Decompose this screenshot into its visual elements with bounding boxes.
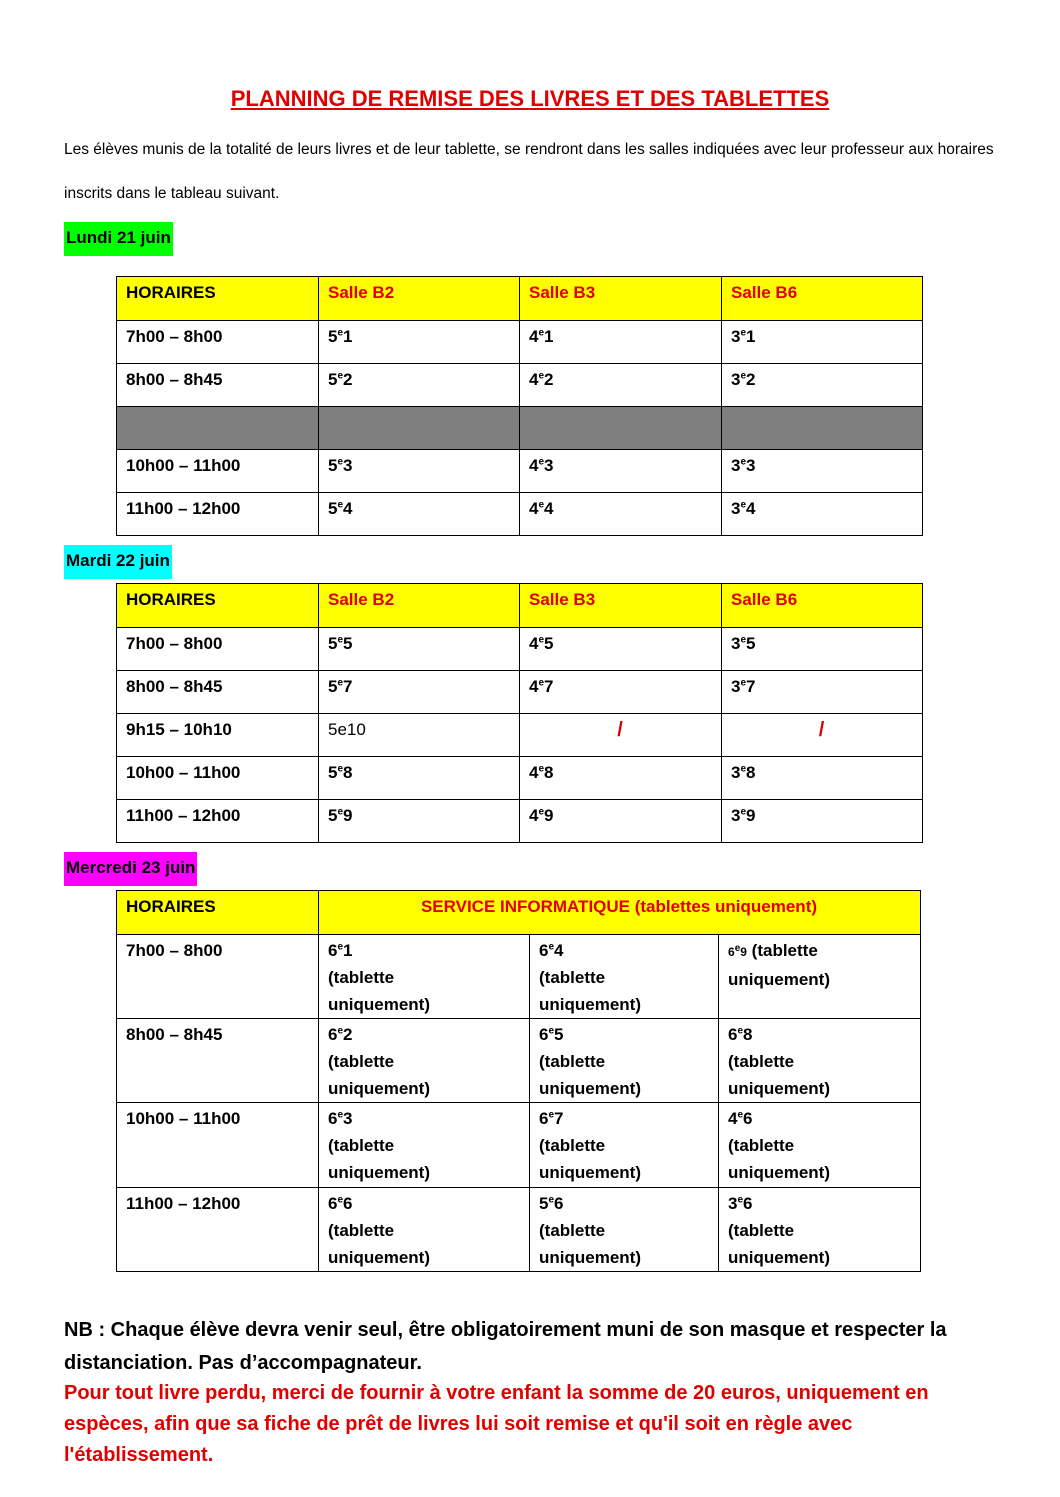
suffix-text: uniquement): [728, 1248, 830, 1267]
class-cell: [319, 1188, 530, 1272]
class-cell: 5e3: [319, 450, 520, 493]
class-cell: 3e8: [722, 757, 923, 800]
superscript-e: e: [337, 499, 344, 511]
class-cell: 4e8: [520, 757, 722, 800]
class-cell: [319, 407, 520, 450]
suffix-text: uniquement): [328, 1248, 430, 1267]
superscript-e: e: [337, 941, 344, 953]
superscript-e: e: [737, 1025, 744, 1037]
class-cell: 5e9: [319, 800, 520, 843]
superscript-e: e: [337, 370, 344, 382]
class-cell: 5e4: [319, 493, 520, 536]
class-code: 6e3: [328, 1109, 353, 1128]
class-code: 6e5: [539, 1025, 564, 1044]
table-row: [117, 757, 923, 800]
time-cell: 10h00 – 11h00: [117, 757, 319, 800]
superscript-e: e: [740, 806, 747, 818]
class-code: 6e2: [328, 1025, 353, 1044]
class-cell: 3e2: [722, 364, 923, 407]
superscript-e: e: [337, 1194, 344, 1206]
day-label-lundi: Lundi 21 juin: [64, 222, 173, 256]
suffix-text: uniquement): [539, 995, 641, 1014]
class-cell: 4e4: [520, 493, 722, 536]
superscript-e: e: [740, 763, 747, 775]
class-cell: [319, 935, 530, 1019]
class-cell: [722, 407, 923, 450]
class-cell: [319, 1019, 530, 1103]
suffix-text: uniquement): [328, 1163, 430, 1182]
header-cell-service: SERVICE INFORMATIQUE (tablettes uniquement): [319, 891, 921, 935]
class-cell: 3e9: [722, 800, 923, 843]
suffix-text: (tablette: [539, 1221, 606, 1240]
class-cell: 5e2: [319, 364, 520, 407]
class-code: 6e8: [728, 1025, 753, 1044]
schedule-table-mercredi: [116, 890, 921, 1272]
suffix-text: (tablette: [328, 968, 395, 987]
superscript-e: e: [538, 456, 545, 468]
class-code: 3e6: [728, 1194, 753, 1213]
superscript-e: e: [740, 456, 747, 468]
suffix-text: uniquement): [728, 970, 830, 989]
class-cell: 4e1: [520, 321, 722, 364]
superscript-e: e: [337, 456, 344, 468]
table-header-row: [117, 584, 923, 628]
schedule-table-mardi: [116, 583, 923, 843]
superscript-e: e: [740, 634, 747, 646]
suffix-text: (tablette: [328, 1221, 395, 1240]
class-cell: [530, 935, 719, 1019]
class-cell: 5e5: [319, 628, 520, 671]
class-cell: [530, 1103, 719, 1188]
superscript-e: e: [337, 1025, 344, 1037]
superscript-e: e: [740, 370, 747, 382]
table-header-row: [117, 277, 923, 321]
time-cell: 7h00 – 8h00: [117, 628, 319, 671]
superscript-e: e: [740, 677, 747, 689]
suffix-text: (tablette: [728, 1136, 795, 1155]
superscript-e: e: [737, 1109, 744, 1121]
table-row: [117, 1019, 921, 1103]
nb-label: NB :: [64, 1319, 106, 1341]
class-cell: 4e5: [520, 628, 722, 671]
time-cell: 11h00 – 12h00: [117, 1188, 319, 1272]
time-cell: 7h00 – 8h00: [117, 321, 319, 364]
suffix-text: (tablette: [539, 1136, 606, 1155]
class-cell: 4e7: [520, 671, 722, 714]
time-cell: [117, 407, 319, 450]
superscript-e: e: [538, 370, 545, 382]
table-row: [117, 1103, 921, 1188]
time-cell: 10h00 – 11h00: [117, 1103, 319, 1188]
superscript-e: e: [337, 806, 344, 818]
class-cell: 3e7: [722, 671, 923, 714]
table-row: [117, 1188, 921, 1272]
class-cell: [520, 407, 722, 450]
table-row: [117, 671, 923, 714]
table-row: [117, 321, 923, 364]
superscript-e: e: [737, 1194, 744, 1206]
schedule-table-lundi: [116, 276, 923, 536]
suffix-text: (tablette: [539, 1052, 606, 1071]
table-row: [117, 364, 923, 407]
suffix-text: uniquement): [328, 1079, 430, 1098]
class-cell: 5e8: [319, 757, 520, 800]
suffix-text: (tablette: [728, 1221, 795, 1240]
class-cell: 4e9: [520, 800, 722, 843]
time-cell: 7h00 – 8h00: [117, 935, 319, 1019]
class-cell: [530, 1188, 719, 1272]
time-cell: 11h00 – 12h00: [117, 800, 319, 843]
class-cell: 5e1: [319, 321, 520, 364]
time-cell: 8h00 – 8h45: [117, 364, 319, 407]
suffix-text: uniquement): [539, 1163, 641, 1182]
superscript-e: e: [337, 763, 344, 775]
header-cell: Salle B6: [722, 584, 923, 628]
superscript-e: e: [548, 1194, 555, 1206]
header-cell: Salle B2: [319, 584, 520, 628]
class-cell: [719, 1019, 921, 1103]
suffix-text: uniquement): [728, 1163, 830, 1182]
header-cell: HORAIRES: [117, 277, 319, 321]
superscript-e: e: [337, 677, 344, 689]
table-row: [117, 628, 923, 671]
suffix-text: (tablette: [746, 941, 818, 960]
superscript-e: e: [548, 1109, 555, 1121]
header-cell: Salle B3: [520, 584, 722, 628]
time-cell: 8h00 – 8h45: [117, 671, 319, 714]
class-cell: 5e7: [319, 671, 520, 714]
suffix-text: (tablette: [328, 1052, 395, 1071]
table-header-row: [117, 891, 921, 935]
table-row: [117, 450, 923, 493]
superscript-e: e: [740, 499, 747, 511]
class-cell: 3e3: [722, 450, 923, 493]
time-cell: 10h00 – 11h00: [117, 450, 319, 493]
superscript-e: e: [538, 763, 545, 775]
day-label-mardi: Mardi 22 juin: [64, 545, 172, 579]
nb-text: Chaque élève devra venir seul, être obligatoirement muni de son masque et respecter la distanciation. Pas d’accompagnateur.: [64, 1319, 947, 1374]
time-cell: 11h00 – 12h00: [117, 493, 319, 536]
class-code: 6e7: [539, 1109, 564, 1128]
superscript-e: e: [734, 943, 741, 954]
table-row: [117, 714, 923, 757]
class-code: 6e4: [539, 941, 564, 960]
class-cell: 5e10: [319, 714, 520, 757]
superscript-e: e: [337, 634, 344, 646]
suffix-text: (tablette: [539, 968, 606, 987]
suffix-text: uniquement): [539, 1248, 641, 1267]
table-row: [117, 935, 921, 1019]
intro-text: Les élèves munis de la totalité de leurs livres et de leur tablette, se rendront dans les salles indiquées avec leur professeur aux horaires inscrits dans le tableau suivant.: [64, 141, 994, 202]
suffix-text: uniquement): [328, 995, 430, 1014]
superscript-e: e: [538, 677, 545, 689]
suffix-text: uniquement): [728, 1079, 830, 1098]
class-code: 4e6: [728, 1109, 753, 1128]
class-cell: [719, 1103, 921, 1188]
suffix-text: (tablette: [728, 1052, 795, 1071]
class-cell: 3e4: [722, 493, 923, 536]
superscript-e: e: [538, 806, 545, 818]
class-cell: 4e3: [520, 450, 722, 493]
header-cell: Salle B2: [319, 277, 520, 321]
header-cell: HORAIRES: [117, 891, 319, 935]
class-cell: 3e5: [722, 628, 923, 671]
class-cell: [530, 1019, 719, 1103]
class-code: 6e9: [728, 943, 747, 959]
superscript-e: e: [538, 634, 545, 646]
header-cell: Salle B3: [520, 277, 722, 321]
superscript-e: e: [538, 499, 545, 511]
superscript-e: e: [740, 327, 747, 339]
table-row: [117, 493, 923, 536]
class-cell: 4e2: [520, 364, 722, 407]
class-code: 6e6: [328, 1194, 353, 1213]
class-cell: [719, 935, 921, 1019]
superscript-e: e: [548, 941, 555, 953]
superscript-e: e: [548, 1025, 555, 1037]
time-cell: 8h00 – 8h45: [117, 1019, 319, 1103]
superscript-e: e: [337, 327, 344, 339]
header-cell: HORAIRES: [117, 584, 319, 628]
table-row: [117, 800, 923, 843]
lost-books-notice: Pour tout livre perdu, merci de fournir à votre enfant la somme de 20 euros, uniquement en espèces, afin que sa fiche de prêt de livres lui soit remise et qu'il soit en règle avec l'établissement.: [64, 1382, 929, 1466]
class-cell: /: [520, 714, 722, 757]
time-cell: 9h15 – 10h10: [117, 714, 319, 757]
nb-notice: [64, 1314, 1004, 1380]
superscript-e: e: [337, 1109, 344, 1121]
header-cell: Salle B6: [722, 277, 923, 321]
suffix-text: uniquement): [539, 1079, 641, 1098]
day-label-mercredi: Mercredi 23 juin: [64, 852, 197, 886]
page-title: PLANNING DE REMISE DES LIVRES ET DES TABLETTES: [230, 86, 830, 111]
pause-row: [117, 407, 923, 450]
class-code: 6e1: [328, 941, 353, 960]
class-cell: [719, 1188, 921, 1272]
suffix-text: (tablette: [328, 1136, 395, 1155]
superscript-e: e: [538, 327, 545, 339]
class-cell: /: [722, 714, 923, 757]
class-cell: 3e1: [722, 321, 923, 364]
class-code: 5e6: [539, 1194, 564, 1213]
class-cell: [319, 1103, 530, 1188]
